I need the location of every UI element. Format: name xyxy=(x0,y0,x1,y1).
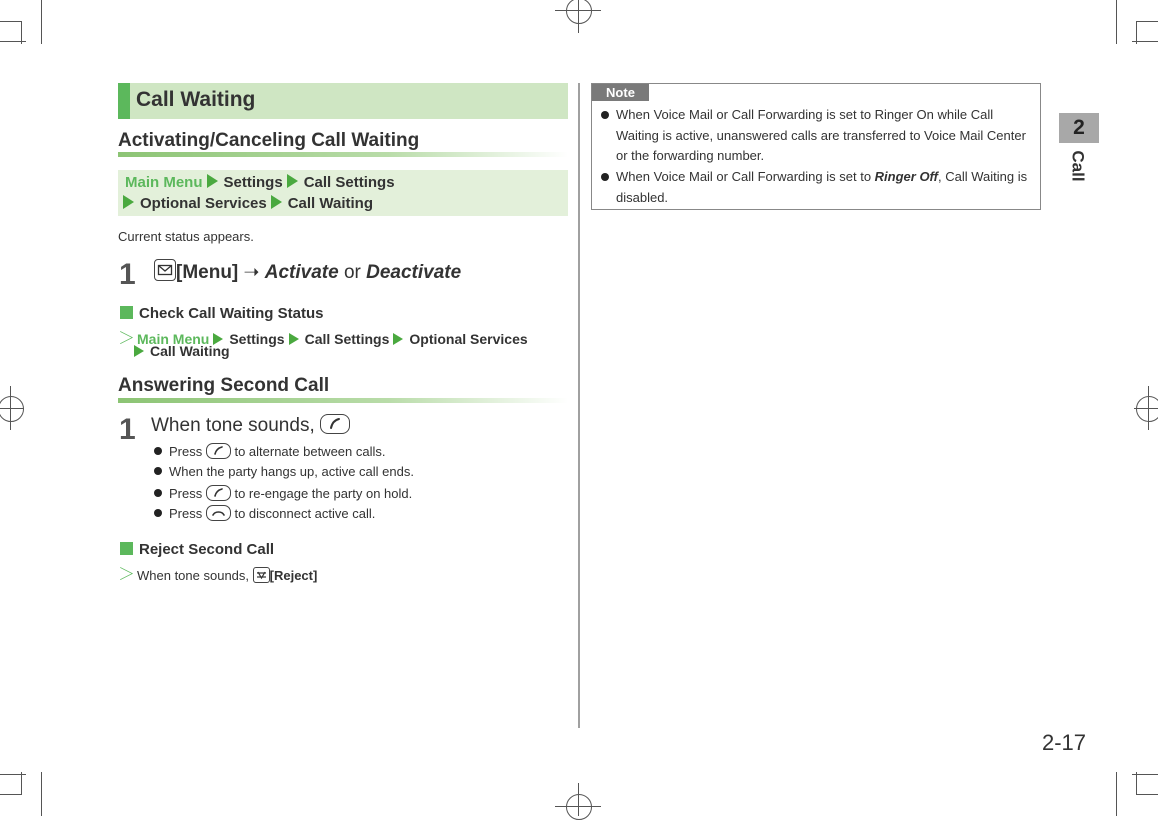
check-status-path-line2 xyxy=(134,343,230,359)
bullet-text: to re-engage the party on hold. xyxy=(230,486,413,501)
note-text-part: , Call Waiting is disabled. xyxy=(616,169,1028,205)
section-heading-activating: Activating/Canceling Call Waiting xyxy=(118,130,420,151)
step-number: 1 xyxy=(119,413,136,446)
menu-path-box xyxy=(118,170,568,216)
bullet-text: to alternate between calls. xyxy=(230,444,386,459)
list-item xyxy=(154,464,414,479)
step-answer-text: When tone sounds, xyxy=(151,415,320,436)
reject-title: Reject Second Call xyxy=(139,541,275,558)
note-label: Note xyxy=(592,84,649,101)
chevron-right-icon: ＞ xyxy=(118,565,135,584)
arrow-icon: ➝ xyxy=(243,262,260,283)
page-number: 2-17 xyxy=(1042,730,1087,755)
section-banner xyxy=(118,83,568,119)
square-bullet-icon xyxy=(120,542,133,555)
status-text: Current status appears. xyxy=(118,229,254,244)
chapter-title xyxy=(1060,148,1098,182)
check-path-call-waiting: Call Waiting xyxy=(150,343,230,359)
menu-label: [Menu] xyxy=(176,262,239,283)
bullet-icon xyxy=(154,489,162,497)
or-text: or xyxy=(338,262,367,283)
list-item xyxy=(154,443,386,459)
path-arrow-icon xyxy=(134,345,144,357)
step-number: 1 xyxy=(119,258,136,291)
check-status-title-row xyxy=(120,305,323,322)
path-optional-services: Optional Services xyxy=(140,195,267,212)
bullet-text: Press xyxy=(169,506,206,521)
bullet-icon xyxy=(601,111,609,119)
list-item xyxy=(154,505,375,521)
send-key-icon xyxy=(206,485,231,501)
note-text: When Voice Mail or Call Forwarding is set to Ringer On while Call Waiting is active, unanswered calls are transferred to Voice Mail Center or the forwarding number. xyxy=(616,107,1026,163)
activate-option: Activate xyxy=(264,262,339,283)
send-key-icon xyxy=(320,414,350,434)
column-divider xyxy=(578,83,580,728)
check-path-main-menu: Main Menu xyxy=(137,331,210,347)
check-path-optional-services: Optional Services xyxy=(409,331,528,347)
path-arrow-icon xyxy=(289,333,299,345)
note-box xyxy=(591,83,1041,210)
send-key-icon xyxy=(206,443,231,459)
reject-text: When tone sounds, xyxy=(137,568,253,583)
end-key-icon xyxy=(206,505,231,521)
chevron-right-icon: ＞ xyxy=(118,329,135,348)
ringer-off-emphasis: Ringer Off xyxy=(874,169,938,184)
bullet-icon xyxy=(601,173,609,181)
check-path-call-settings: Call Settings xyxy=(304,331,390,347)
heading-underline xyxy=(118,398,568,403)
check-path-settings: Settings xyxy=(229,331,285,347)
section-heading-answering: Answering Second Call xyxy=(118,375,330,396)
chapter-number-tab: 2 xyxy=(1059,113,1099,143)
bullet-text: to disconnect active call. xyxy=(230,506,376,521)
check-status-title: Check Call Waiting Status xyxy=(139,305,324,322)
path-arrow-icon xyxy=(207,174,218,188)
path-main-menu: Main Menu xyxy=(125,174,203,191)
bullet-text: Press xyxy=(169,486,206,501)
note-text-part: When Voice Mail or Call Forwarding is set to xyxy=(616,169,875,184)
bullet-icon xyxy=(154,509,162,517)
step-answer-line xyxy=(151,414,350,437)
path-arrow-icon xyxy=(287,174,298,188)
path-call-waiting: Call Waiting xyxy=(287,195,373,212)
list-item xyxy=(154,485,412,501)
step-activate-line xyxy=(154,259,461,284)
chapter-title-text: Call xyxy=(1068,150,1088,182)
heading-underline xyxy=(118,152,568,157)
path-arrow-icon xyxy=(123,195,134,209)
reject-label: [Reject] xyxy=(269,568,318,583)
note-text xyxy=(616,167,1036,208)
softbank-key-icon xyxy=(253,567,270,583)
banner-title: Call Waiting xyxy=(136,88,256,111)
bullet-icon xyxy=(154,447,162,455)
path-call-settings: Call Settings xyxy=(303,174,395,191)
bullet-text: Press xyxy=(169,444,206,459)
path-arrow-icon xyxy=(271,195,282,209)
path-arrow-icon xyxy=(393,333,403,345)
mail-key-icon xyxy=(154,259,176,281)
bullet-text: When the party hangs up, active call ends. xyxy=(169,464,414,479)
square-bullet-icon xyxy=(120,306,133,319)
reject-title-row xyxy=(120,541,274,558)
path-settings: Settings xyxy=(223,174,283,191)
deactivate-option: Deactivate xyxy=(366,262,462,283)
bullet-icon xyxy=(154,467,162,475)
reject-instruction xyxy=(118,560,317,585)
